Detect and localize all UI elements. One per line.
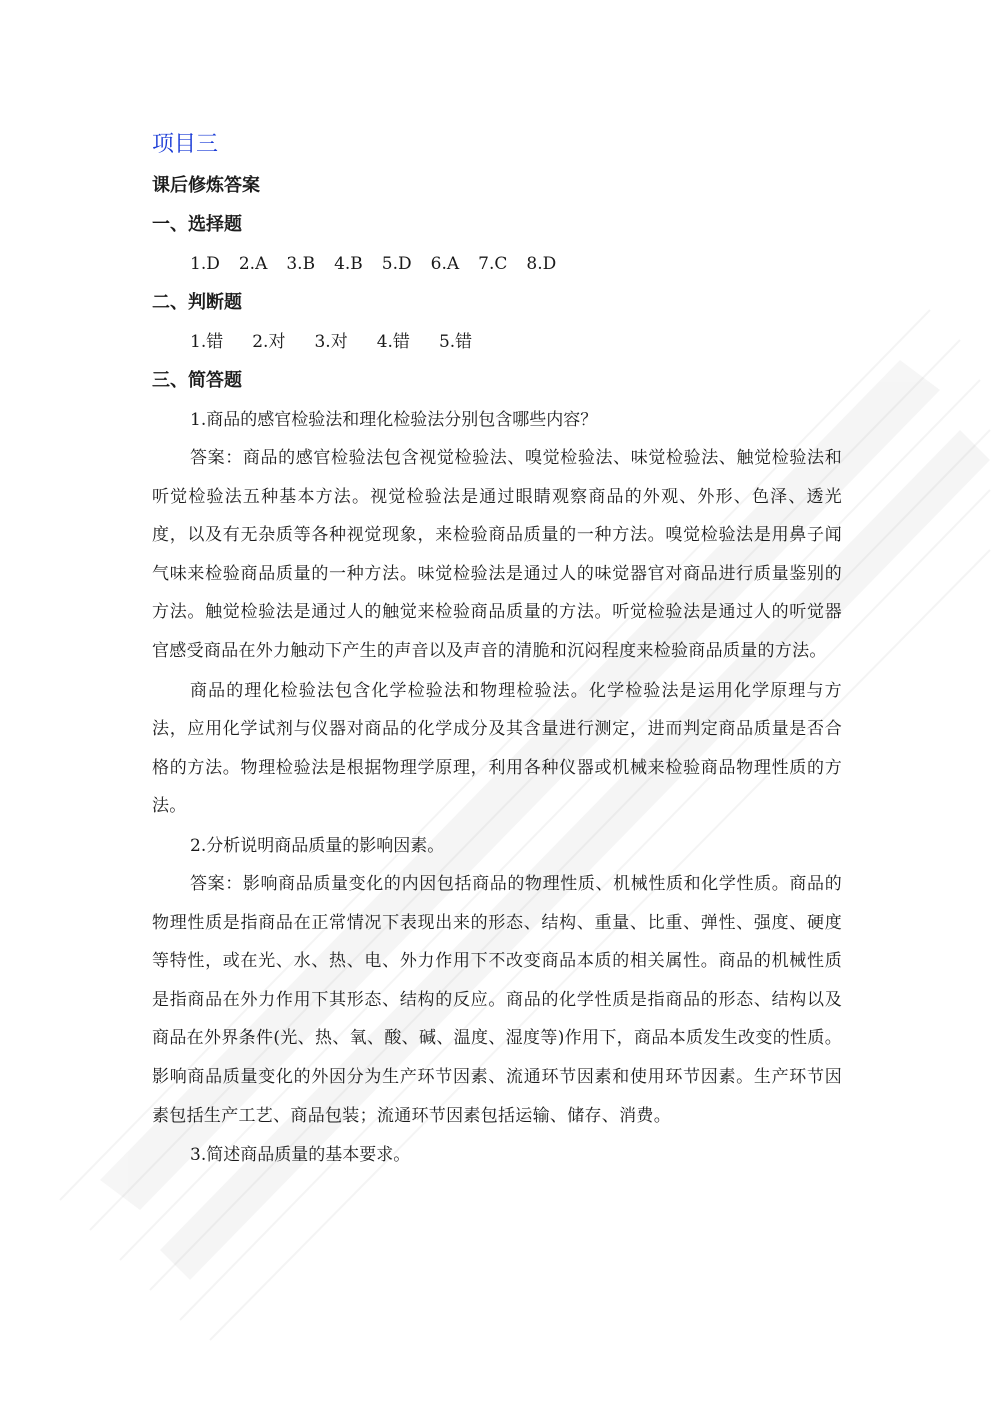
choice-answer: 1.D bbox=[190, 254, 220, 274]
choice-answers bbox=[152, 250, 842, 278]
choice-answer: 3.B bbox=[286, 254, 316, 274]
judge-answer: 1.错 bbox=[190, 332, 224, 352]
subtitle: 课后修炼答案 bbox=[152, 175, 260, 196]
answer-2-paragraph: 答案：影响商品质量变化的内因包括商品的物理性质、机械性质和化学性质。商品的物理性质是指商品在正常情况下表现出来的形态、结构、重量、比重、弹性、强度、硬度等特性，或在光、水、热、电、外力作用下不改变商品本质的相关属性。商品的机械性质是指商品在外力作用下其形态、结构的反应。商品的化学性质是指商品的形态、结构以及商品在外界条件(光、热、氧、酸、碱、温度、湿度等)作用下，商品本质发生改变的性质。影响商品质量变化的外因分为生产环节因素、流通环节因素和使用环节因素。生产环节因素包括生产工艺、商品包装；流通环节因素包括运输、储存、消费。 bbox=[152, 873, 842, 1126]
choice-answer: 8.D bbox=[526, 254, 557, 274]
question-3: 3.简述商品质量的基本要求。 bbox=[190, 1145, 411, 1166]
answer-1-paragraph-1: 答案：商品的感官检验法包含视觉检验法、嗅觉检验法、味觉检验法、触觉检验法和听觉检验法五种基本方法。视觉检验法是通过眼睛观察商品的外观、外形、色泽、透光度，以及有无杂质等各种视觉现象，来检验商品质量的一种方法。嗅觉检验法是用鼻子闻气味来检验商品质量的一种方法。味觉检验法是通过人的味觉器官对商品进行质量鉴别的方法。触觉检验法是通过人的触觉来检验商品质量的方法。听觉检验法是通过人的听觉器官感受商品在外力触动下产生的声音以及声音的清脆和沉闷程度来检验商品质量的方法。 bbox=[152, 448, 842, 661]
question-1: 1.商品的感官检验法和理化检验法分别包含哪些内容？ bbox=[190, 410, 598, 430]
choice-answer: 2.A bbox=[238, 254, 268, 274]
question-2: 2.分析说明商品质量的影响因素。 bbox=[190, 835, 445, 856]
section-heading-choice: 一、选择题 bbox=[152, 214, 242, 235]
section-heading-judge: 二、判断题 bbox=[152, 292, 242, 313]
choice-answer: 4.B bbox=[334, 254, 363, 274]
judge-answer: 3.对 bbox=[314, 332, 348, 352]
content bbox=[152, 128, 842, 1180]
judge-answer: 4.错 bbox=[376, 332, 410, 352]
page-title: 项目三 bbox=[152, 132, 219, 157]
judge-answers bbox=[152, 328, 842, 356]
choice-answer: 5.D bbox=[381, 254, 412, 274]
answer-1-paragraph-2: 商品的理化检验法包含化学检验法和物理检验法。化学检验法是运用化学原理与方法，应用化学试剂与仪器对商品的化学成分及其含量进行测定，进而判定商品质量是否合格的方法。物理检验法是根据物理学原理，利用各种仪器或机械来检验商品物理性质的方法。 bbox=[152, 680, 842, 817]
judge-answer: 2.对 bbox=[252, 332, 286, 352]
section-heading-short: 三、简答题 bbox=[152, 370, 242, 391]
choice-answer: 7.C bbox=[478, 254, 508, 274]
choice-answer: 6.A bbox=[430, 254, 460, 274]
judge-answer: 5.错 bbox=[438, 332, 473, 352]
